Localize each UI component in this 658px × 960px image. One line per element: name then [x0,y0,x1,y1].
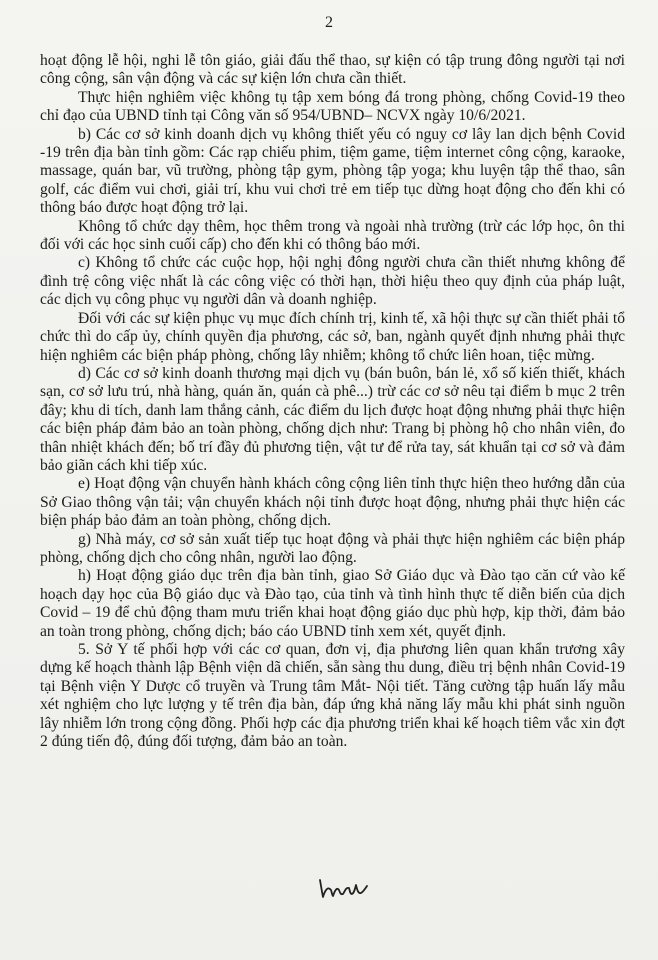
document-body [40,52,625,751]
paragraph: Đối với các sự kiện phục vụ mục đích chính trị, kinh tế, xã hội thực sự cần thiết phải tổ chức thì do cấp ủy, chính quyền địa phương, các sở, ban, ngành quyết định nhưng phải thực hiện nghiêm các biện pháp phòng, chống lây nhiễm; không tổ chức liên hoan, tiệc mừng. [40,309,625,364]
paragraph: g) Nhà máy, cơ sở sản xuất tiếp tục hoạt động và phải thực hiện nghiêm các biện pháp phòng, chống dịch cho công nhân, người lao động. [40,530,625,566]
paragraph: 5. Sở Y tế phối hợp với các cơ quan, đơn vị, địa phương liên quan khẩn trương xây dựng kế hoạch thành lập Bệnh viện dã chiến, sẵn sàng thu dung, điều trị bệnh nhân Covid-19 tại Bệnh viện Y Dược cổ truyền và Trung tâm Mắt- Nội tiết. Tăng cường tập huấn lấy mẫu xét nghiệm cho lực lượng y tế trên địa bàn, đáp ứng khả năng lấy mẫu khi phát sinh nguồn lây nhiễm lớn trong cộng đồng. Phối hợp các địa phương triển khai kế hoạch tiêm vắc xin đợt 2 đúng tiến độ, đúng đối tượng, đảm bảo an toàn. [40,641,625,751]
paragraph: c) Không tổ chức các cuộc họp, hội nghị đông người chưa cần thiết nhưng không để đình trệ công việc nhất là các công việc có thời hạn, thời hiệu theo quy định của pháp luật, các dịch vụ công phục vụ người dân và doanh nghiệp. [40,254,625,309]
paragraph: hoạt động lễ hội, nghi lễ tôn giáo, giải đấu thể thao, sự kiện có tập trung đông người tại nơi công cộng, sân vận động và các sự kiện lớn chưa cần thiết. [40,52,625,88]
paragraph: b) Các cơ sở kinh doanh dịch vụ không thiết yếu có nguy cơ lây lan dịch bệnh Covid -19 trên địa bàn tỉnh gồm: Các rạp chiếu phim, tiệm game, tiệm internet công cộng, karaoke, massage, quán bar, vũ trường, phòng tập gym, phòng tập yoga; khu luyện tập thể thao, sân golf, các điểm vui chơi, giải trí, khu vui chơi trẻ em tiếp tục dừng hoạt động cho đến khi có thông báo được hoạt động trở lại. [40,125,625,217]
paragraph: Thực hiện nghiêm việc không tụ tập xem bóng đá trong phòng, chống Covid-19 theo chỉ đạo của UBND tỉnh tại Công văn số 954/UBND– NCVX ngày 10/6/2021. [40,88,625,125]
paragraph: Không tổ chức dạy thêm, học thêm trong và ngoài nhà trường (trừ các lớp học, ôn thi đối với các học sinh cuối cấp) cho đến khi có thông báo mới. [40,217,625,254]
signature-initials [318,874,370,900]
paragraph: h) Hoạt động giáo dục trên địa bàn tỉnh, giao Sở Giáo dục và Đào tạo căn cứ vào kế hoạch dạy học của Bộ giáo dục và Đào tạo, của tỉnh và tình hình thực tế diễn biến của dịch Covid – 19 để chủ động tham mưu triển khai hoạt động giáo dục phù hợp, kịp thời, đảm bảo an toàn trong phòng, chống dịch; báo cáo UBND tỉnh xem xét, quyết định. [40,567,625,640]
paragraph: d) Các cơ sở kinh doanh thương mại dịch vụ (bán buôn, bán lẻ, xổ số kiến thiết, khách sạn, cơ sở lưu trú, nhà hàng, quán ăn, quán cà phê...) trừ các cơ sở nêu tại điểm b mục 2 trên đây; khu di tích, danh lam thắng cảnh, các điểm du lịch được hoạt động nhưng phải thực hiện các biện pháp đảm bảo an toàn phòng, chống dịch như: Trang bị phòng hộ cho nhân viên, đo thân nhiệt khách đến; bố trí đầy đủ phương tiện, vật tư để rửa tay, sát khuẩn tại cơ sở và đảm bảo giãn cách khi tiếp xúc. [40,364,625,474]
page-number: 2 [325,14,333,31]
paragraph: e) Hoạt động vận chuyển hành khách công cộng liên tỉnh thực hiện theo hướng dẫn của Sở Giao thông vận tải; vận chuyển khách nội tỉnh được hoạt động, nhưng phải thực hiện các biện pháp bảo đảm an toàn phòng, chống dịch. [40,475,625,530]
